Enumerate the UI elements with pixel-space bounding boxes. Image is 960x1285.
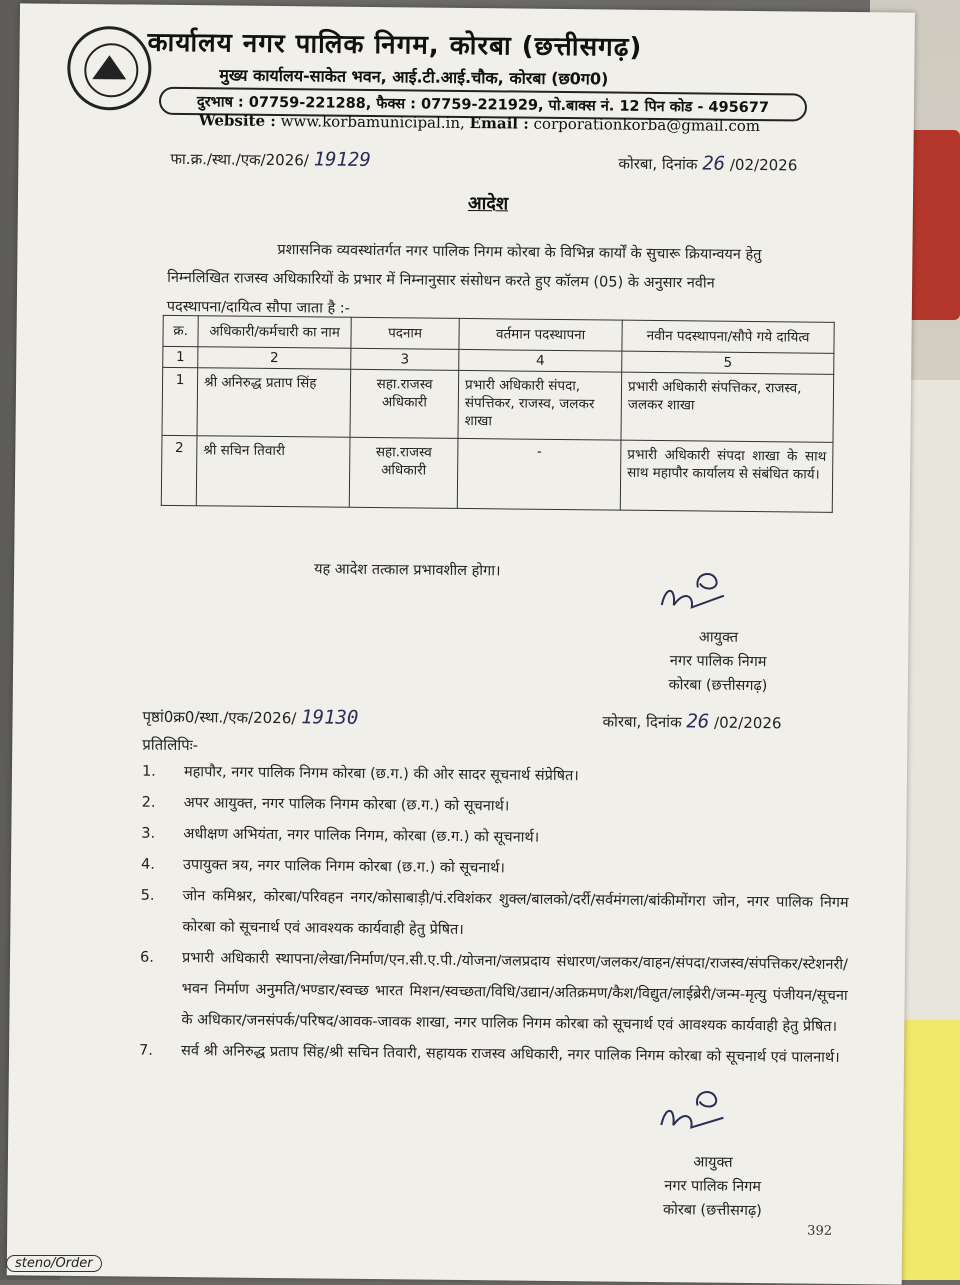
table-row: 1 श्री अनिरुद्ध प्रताप सिंह सहा.राजस्व अधिकारी प्रभारी अधिकारी संपदा, संपत्तिकर, राजस्व, जलकर शाखा प्रभारी अधिकारी संपत्तिकर, राजस्व, जलकर शाखा bbox=[162, 367, 834, 442]
office-web-email: Website : www.korbamunicipal.in, Email : corporationkorba@gmail.com bbox=[198, 111, 761, 136]
copy-to-label: प्रतिलिपिः- bbox=[142, 735, 199, 755]
order-title: आदेश bbox=[467, 193, 509, 215]
list-item: 6. प्रभारी अधिकारी स्थापना/लेखा/निर्माण/एन.सी.ए.पी./योजना/जलप्रदाय संधारण/जलकर/वाहन/संपदा/राजस्व/संपत्तिकर/स्टेशनरी/भवन निर्माण अनुमति/भण्डार/स्वच्छ भारत मिशन/स्वच्छता/विधि/उद्यान/अतिक्रमण/कैश/विद्युत/लाईब्रेरी/जन्म-मृत्यु पंजीयन/सूचना के अधिकार/जनसंपर्क/परिषद/आवक-जावक शाखा, नगर पालिक निगम कोरबा को सूचनार्थ एवं आवश्यक कार्यवाही हेतु प्रेषित। bbox=[139, 949, 849, 1035]
handwritten-date-day: 26 bbox=[702, 152, 726, 175]
order-reference: फा.क्र./स्था./एक/2026/ 19129 bbox=[170, 148, 371, 171]
order-paragraph: प्रशासनिक व्यवस्थांतर्गत नगर पालिक निगम कोरबा के विभिन्न कार्यों के सुचारू क्रियान्वयन हेतु निम्नलिखित राजस्व अधिकारियों के प्रभार में निम्नानुसार संसोधन करते हुए कॉलम (05) के अनुसार नवीन पदस्थापना/दायित्व सौपा जाता है :- bbox=[166, 242, 762, 317]
website-link[interactable]: www.korbamunicipal.in, bbox=[280, 112, 465, 132]
handwritten-ref-number: 19129 bbox=[313, 148, 371, 171]
signature-1 bbox=[654, 565, 745, 616]
signatory-block-2: आयुक्त नगर पालिक निगम कोरबा (छत्तीसगढ़) bbox=[662, 1154, 762, 1220]
list-item: 4. उपायुक्त त्रय, नगर पालिक निगम कोरबा (छ.ग.) को सूचनार्थ। bbox=[140, 856, 506, 877]
signature-2 bbox=[653, 1085, 744, 1136]
copy-list bbox=[137, 757, 850, 1074]
table-header-row: क्र. अधिकारी/कर्मचारी का नाम पदनाम वर्तमान पदस्थापना नवीन पदस्थापना/सौपे गये दायित्व bbox=[163, 315, 834, 353]
list-item: 2. अपर आयुक्त, नगर पालिक निगम कोरबा (छ.ग.) को सूचनार्थ। bbox=[141, 794, 510, 815]
handwritten-copy-number: 19130 bbox=[301, 706, 359, 729]
effective-statement: यह आदेश तत्काल प्रभावशील होगा। bbox=[314, 561, 501, 580]
office-title: कार्यालय नगर पालिक निगम, कोरबा (छत्तीसगढ़) bbox=[147, 27, 643, 63]
steno-order-tag: steno/Order bbox=[6, 1255, 102, 1272]
order-date: कोरबा, दिनांक 26 /02/2026 bbox=[618, 152, 798, 175]
municipal-logo bbox=[67, 26, 152, 111]
office-contact: दुरभाष : 07759-221288, फैक्स : 07759-221929, पो.बाक्स नं. 12 पिन कोड - 495677 bbox=[159, 87, 807, 122]
copy-date: कोरबा, दिनांक 26 /02/2026 bbox=[602, 710, 782, 733]
posting-table bbox=[161, 315, 835, 513]
page-number: 392 bbox=[807, 1223, 833, 1239]
copy-reference: पृष्ठां0क्र0/स्था./एक/2026/ 19130 bbox=[142, 706, 359, 729]
list-item: 5. जोन कमिश्नर, कोरबा/परिवहन नगर/कोसाबाड़ी/पं.रविशंकर शुक्ल/बालको/दर्री/सर्वमंगला/बांकीमोंगरा जोन, नगर पालिक निगम कोरबा को सूचनार्थ एवं आवश्यक कार्यवाही हेतु प्रेषित। bbox=[140, 887, 849, 939]
list-item: 1. महापौर, नगर पालिक निगम कोरबा (छ.ग.) की ओर सादर सूचनार्थ संप्रेषित। bbox=[141, 763, 579, 785]
list-item: 7. सर्व श्री अनिरुद्ध प्रताप सिंह/श्री सचिन तिवारी, सहायक राजस्व अधिकारी, नगर पालिक निगम कोरबा को सूचनार्थ एवं पालनार्थ। bbox=[138, 1042, 840, 1066]
office-address: मुख्य कार्यालय-साकेत भवन, आई.टी.आई.चौक, कोरबा (छ0ग0) bbox=[219, 65, 609, 89]
table-column-numbers: 1 2 3 4 5 bbox=[163, 346, 834, 374]
email-link[interactable]: corporationkorba@gmail.com bbox=[533, 114, 761, 136]
document-page bbox=[7, 3, 915, 1284]
list-item: 3. अधीक्षण अभियंता, नगर पालिक निगम, कोरबा (छ.ग.) को सूचनार्थ। bbox=[141, 825, 540, 846]
signatory-block-1: आयुक्त नगर पालिक निगम कोरबा (छत्तीसगढ़) bbox=[668, 629, 768, 695]
table-row: 2 श्री सचिन तिवारी सहा.राजस्व अधिकारी - प्रभारी अधिकारी संपदा शाखा के साथ साथ महापौर कार्यालय से संबंधित कार्य। bbox=[161, 435, 833, 512]
handwritten-copy-day: 26 bbox=[686, 710, 710, 733]
